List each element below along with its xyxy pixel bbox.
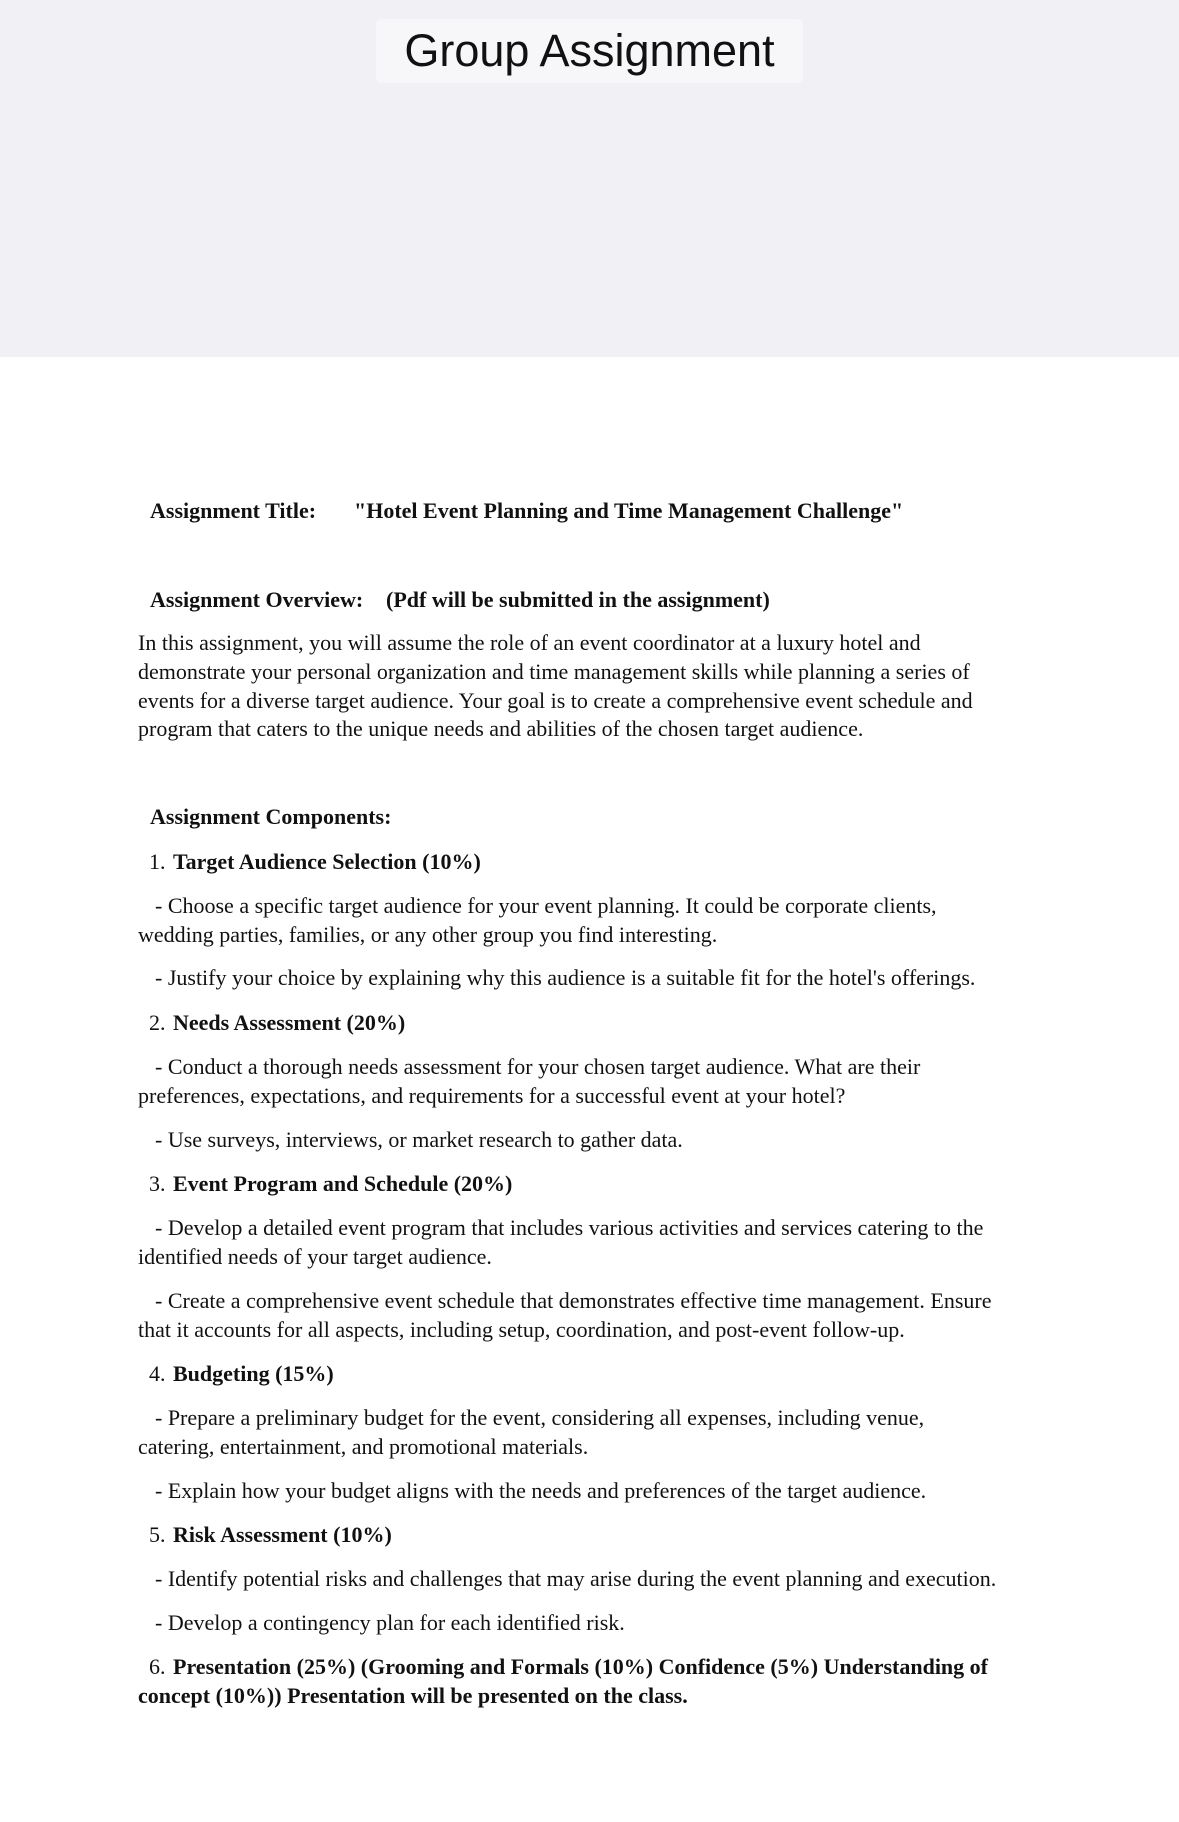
component-3-bullet-1: - Develop a detailed event program that includes various activities and services catering to the <box>155 1215 984 1240</box>
overview-line: demonstrate your personal organization and time management skills while planning a series of <box>138 659 970 684</box>
component-4-title: Budgeting (15%) <box>173 1361 334 1386</box>
assignment-title-value: "Hotel Event Planning and Time Management Challenge" <box>354 498 904 523</box>
component-4-bullet-1-cont: catering, entertainment, and promotional materials. <box>138 1434 589 1459</box>
assignment-title-label: Assignment Title: <box>150 498 317 523</box>
component-6-title-cont: concept (10%)) Presentation will be presented on the class. <box>138 1683 688 1708</box>
component-5-bullet-1: - Identify potential risks and challenges that may arise during the event planning and execution. <box>155 1566 997 1591</box>
component-4-bullet-1: - Prepare a preliminary budget for the event, considering all expenses, including venue, <box>155 1405 925 1430</box>
component-2-title: Needs Assessment (20%) <box>173 1010 406 1035</box>
component-1-title: Target Audience Selection (10%) <box>173 849 481 874</box>
overview-note: (Pdf will be submitted in the assignment) <box>386 587 770 612</box>
component-2-bullet-1-cont: preferences, expectations, and requirements for a successful event at your hotel? <box>138 1083 846 1108</box>
overview-line: program that caters to the unique needs and abilities of the chosen target audience. <box>138 716 864 741</box>
component-5-title: Risk Assessment (10%) <box>173 1522 392 1547</box>
component-4-bullet-2: - Explain how your budget aligns with the needs and preferences of the target audience. <box>155 1478 927 1503</box>
top-area <box>0 0 1179 357</box>
component-2-bullet-2: - Use surveys, interviews, or market research to gather data. <box>155 1127 683 1152</box>
component-1-bullet-2: - Justify your choice by explaining why this audience is a suitable fit for the hotel's offerings. <box>155 965 976 990</box>
component-5-number: 5. <box>149 1522 166 1547</box>
component-3-bullet-1-cont: identified needs of your target audience. <box>138 1244 492 1269</box>
component-1-bullet-1-cont: wedding parties, families, or any other group you find interesting. <box>138 922 718 947</box>
component-1-bullet-1: - Choose a specific target audience for your event planning. It could be corporate clients, <box>155 893 937 918</box>
component-2-bullet-1: - Conduct a thorough needs assessment for your chosen target audience. What are their <box>155 1054 921 1079</box>
component-1-number: 1. <box>149 849 166 874</box>
overview-line: In this assignment, you will assume the role of an event coordinator at a luxury hotel and <box>138 630 921 655</box>
components-label: Assignment Components: <box>150 804 392 829</box>
component-5-bullet-2: - Develop a contingency plan for each identified risk. <box>155 1610 625 1635</box>
component-3-bullet-2-cont: that it accounts for all aspects, including setup, coordination, and post-event follow-up. <box>138 1317 905 1342</box>
overview-line: events for a diverse target audience. Your goal is to create a comprehensive event schedule and <box>138 688 973 713</box>
component-3-bullet-2: - Create a comprehensive event schedule that demonstrates effective time management. Ensure <box>155 1288 992 1313</box>
component-4-number: 4. <box>149 1361 166 1386</box>
overview-label: Assignment Overview: <box>150 587 364 612</box>
component-6-title: Presentation (25%) (Grooming and Formals (10%) Confidence (5%) Understanding of <box>173 1654 988 1679</box>
page-title: Group Assignment <box>376 19 803 83</box>
component-3-title: Event Program and Schedule (20%) <box>173 1171 513 1196</box>
component-2-number: 2. <box>149 1010 166 1035</box>
component-6-number: 6. <box>149 1654 166 1679</box>
component-3-number: 3. <box>149 1171 166 1196</box>
